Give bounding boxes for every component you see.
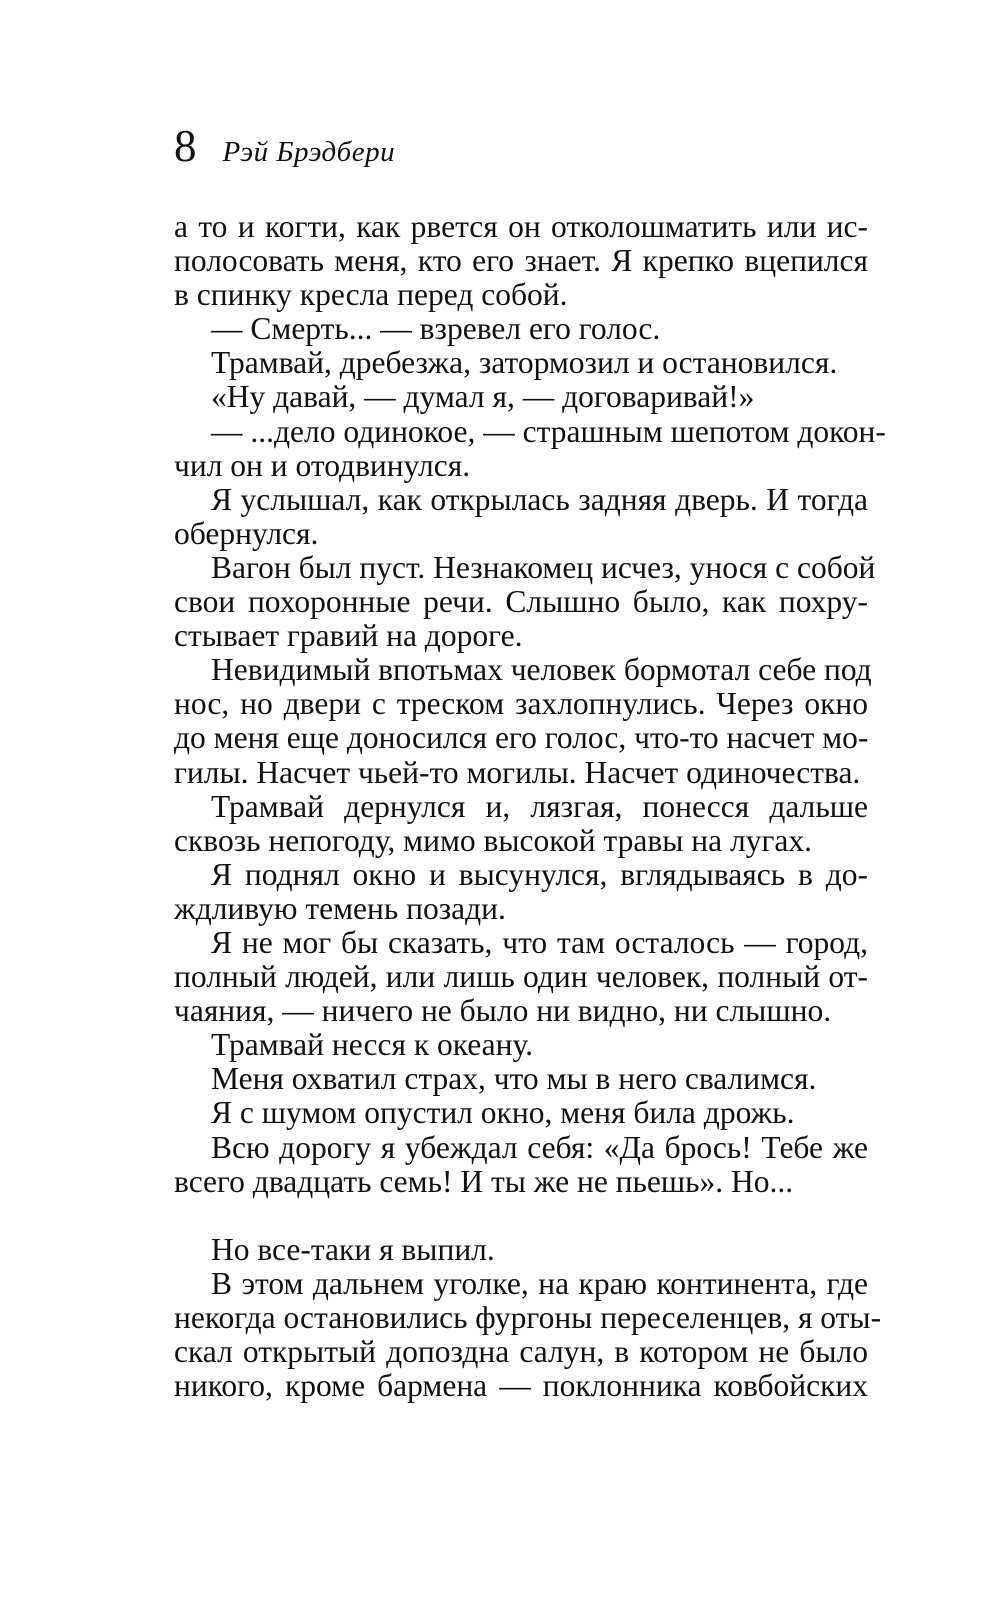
text-line: В этом дальнем уголке, на краю континента, где	[211, 1265, 868, 1301]
text-line: никого, кроме бармена — поклонника ковбойских	[174, 1368, 868, 1404]
text-line: Я не мог бы сказать, что там осталось — город,	[211, 924, 868, 960]
text-line: Трамвай дернулся и, лязгая, понесся дальше	[211, 788, 868, 824]
text-line: Я услышал, как открылась задняя дверь. И тогда	[211, 481, 868, 517]
text-line: — ...дело одинокое, — страшным шепотом докон-	[211, 413, 886, 449]
text-line: Я поднял окно и высунулся, вглядываясь в до-	[211, 856, 868, 892]
section-break	[174, 1199, 868, 1233]
text-line: чаяния, — ничего не было ни видно, ни слышно.	[174, 993, 832, 1029]
text-line: нос, но двери с треском захлопнулись. Через окно	[174, 686, 868, 722]
text-line: скал открытый допоздна салун, в котором не было	[174, 1334, 868, 1370]
text-line: обернулся.	[174, 515, 319, 551]
text-line: до меня еще доносился его голос, что-то насчет мо-	[174, 720, 869, 756]
text-line: Но все-таки я выпил.	[211, 1231, 495, 1267]
text-line: чил он и отодвинулся.	[174, 447, 471, 483]
text-line: в спинку кресла перед собой.	[174, 277, 568, 313]
text-line: полосовать меня, кто его знает. Я крепко вцепился	[174, 243, 868, 279]
text-line: полный людей, или лишь один человек, полный от-	[174, 959, 868, 995]
text-line: сквозь непогоду, мимо высокой травы на лугах.	[174, 822, 812, 858]
text-line: свои похоронные речи. Слышно было, как похру-	[174, 584, 868, 620]
text-line: Невидимый впотьмах человек бормотал себе под	[211, 652, 872, 688]
text-line: Вагон был пуст. Незнакомец исчез, унося с собой	[211, 549, 876, 585]
text-line: Меня охватил страх, что мы в него свалимся.	[211, 1061, 817, 1097]
text-line: ждливую темень позади.	[174, 890, 506, 926]
text-line: Я с шумом опустил окно, меня била дрожь.	[211, 1095, 795, 1131]
text-line: а то и когти, как рвется он отколошматить или ис-	[174, 209, 868, 244]
body-text	[174, 209, 886, 1404]
text-line: Всю дорогу я убеждал себя: «Да брось! Тебе же	[211, 1129, 868, 1165]
text-line: стывает гравий на дороге.	[174, 618, 523, 654]
text-line: — Смерть... — взревел его голос.	[211, 311, 661, 347]
text-line: гилы. Насчет чьей-то могилы. Насчет одиночества.	[174, 754, 861, 790]
text-line: «Ну давай, — думал я, — договаривай!»	[211, 379, 755, 415]
text-line: некогда остановились фургоны переселенцев, я оты-	[174, 1300, 882, 1335]
running-header	[174, 118, 395, 174]
running-head-author: Рэй Брэдбери	[222, 136, 396, 168]
page-number: 8	[174, 121, 197, 171]
text-line: всего двадцать семь! И ты же не пьешь». Но...	[174, 1163, 794, 1199]
text-line: Трамвай, дребезжа, затормозил и остановился.	[211, 345, 838, 381]
text-line: Трамвай несся к океану.	[211, 1027, 533, 1063]
